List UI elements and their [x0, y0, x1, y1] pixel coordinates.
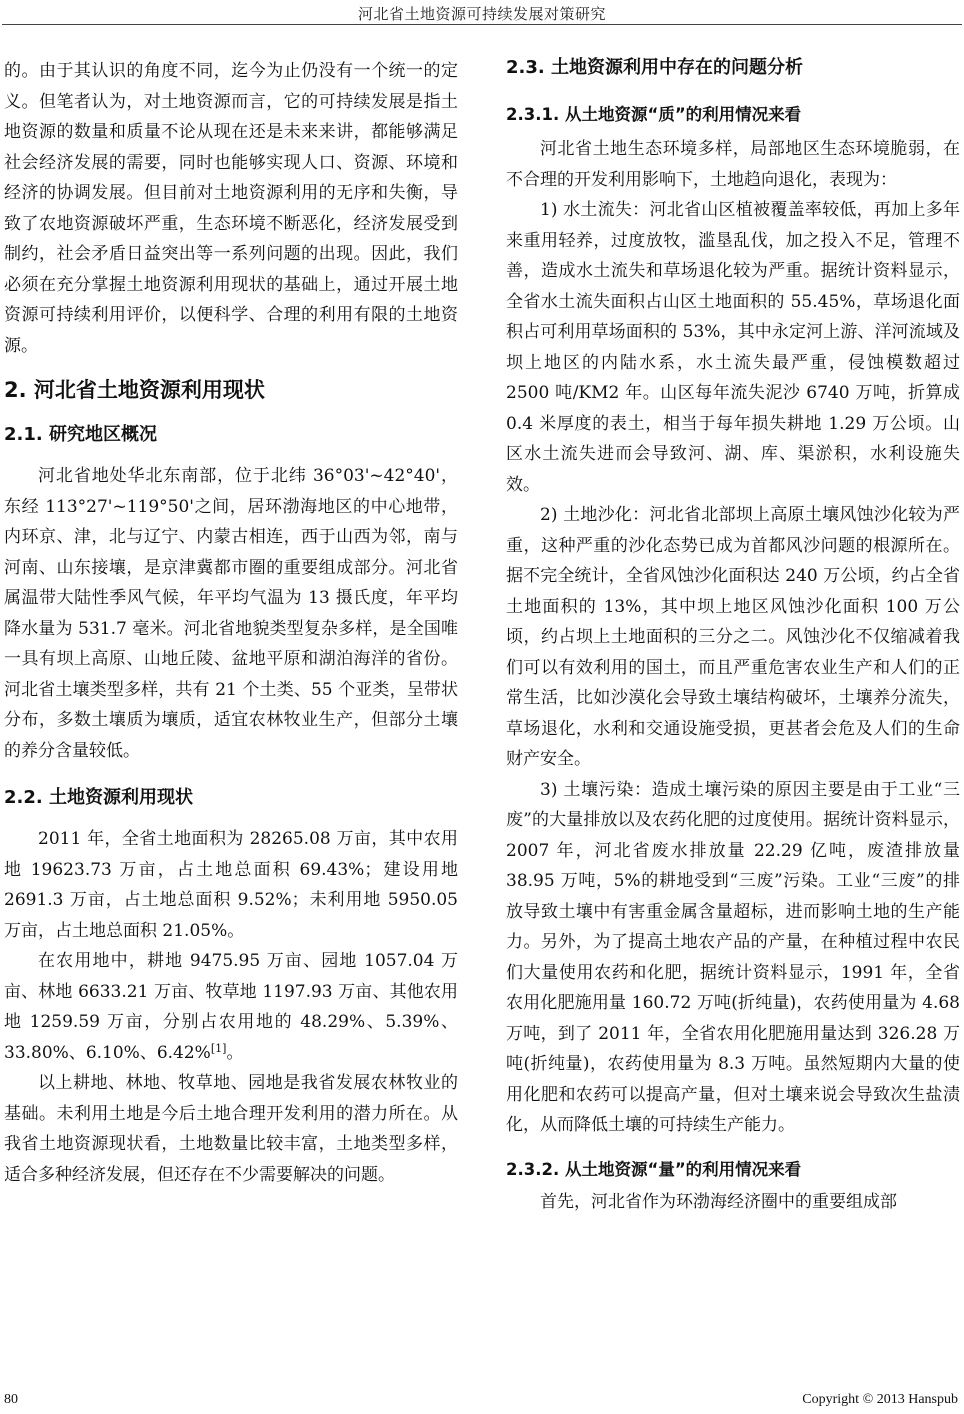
section-heading-2-3-1: 2.3.1. 从土地资源“质”的利用情况来看	[506, 105, 802, 124]
header-rule	[2, 24, 962, 25]
paragraph-study-area: 河北省地处华北东南部，位于北纬 36°03'~42°40'，东经 113°27'~119°50'之间，居环渤海地区的中心地带，内环京、津，北与辽宁、内蒙古相连，西于山西为邻，南与河南、山东接壤，是京津冀都市圈的重要组成部分。河北省属温带大陆性季风气候，年平均气温为 13 摄氏度，年平均降水量为 531.7 毫米。河北省地貌类型复杂多样，是全国唯一具有坝上高原、山地丘陵、盆地平原和湖泊海洋的省份。河北省土壤类型多样，共有 21 个土类、55 个亚类，呈带状分布，多数土壤质为壤质，适宜农林牧业生产，但部分土壤的养分含量较低。	[4, 466, 458, 761]
paragraph-desertification: 2) 土地沙化：河北省北部坝上高原土壤风蚀沙化较为严重，这种严重的沙化态势已成为首都风沙问题的根源所在。据不完全统计，全省风蚀沙化面积达 240 万公顷，约占全省土地面积的 13%，其中坝上地区风蚀沙化面积 100 万公顷，约占坝上土地面积的三分之二。风蚀沙化不仅缩减着我们可以有效利用的国土，而且严重危害农业生产和人们的正常生活，比如沙漠化会导致土壤结构破坏，土壤养分流失，草场退化，水利和交通设施受损，更甚者会危及人们的生命财产安全。	[506, 505, 960, 769]
page-number: 80	[4, 1392, 18, 1407]
left-column	[4, 56, 458, 1190]
paragraph-soil-erosion: 1) 水土流失：河北省山区植被覆盖率较低，再加上多年来重用轻养，过度放牧，滥垦乱伐，加之投入不足，管理不善，造成水土流失和草场退化较为严重。据统计资料显示，全省水土流失面积占山区土地面积的 55.45%，草场退化面积占可利用草场面积的 53%，其中永定河上游、洋河流域及坝上地区的内陆水系，水土流失最严重，侵蚀模数超过 2500 吨/KM2 年。山区每年流失泥沙 6740 万吨，折算成 0.4 米厚度的表土，相当于每年损失耕地 1.29 万公顷。山区水土流失进而会导致河、湖、库、渠淤积，水利设施失效。	[506, 200, 960, 495]
section-heading-2-3-2: 2.3.2. 从土地资源“量”的利用情况来看	[506, 1159, 802, 1179]
agricultural-land-text: 在农用地中，耕地 9475.95 万亩、园地 1057.04 万亩、林地 6633.21 万亩、牧草地 1197.93 万亩、其他农用地 1259.59 万亩，分别占农用地的 48.29%、5.39%、33.80%、6.10%、6.42%	[4, 951, 458, 1063]
paragraph-land-area: 2011 年，全省土地面积为 28265.08 万亩，其中农用地 19623.73 万亩，占土地总面积 69.43%；建设用地 2691.3 万亩，占土地总面积 9.52%；未利用地 5950.05 万亩，占土地总面积 21.05%。	[4, 829, 458, 941]
paragraph-agricultural-land	[4, 946, 458, 1068]
citation-ref[interactable]: [1]	[210, 1041, 227, 1055]
agricultural-land-end: 。	[226, 1042, 244, 1063]
paragraph-quality-intro: 河北省土地生态环境多样，局部地区生态环境脆弱，在不合理的开发利用影响下，土地趋向退化，表现为：	[506, 139, 960, 190]
right-column	[506, 56, 960, 1217]
running-head: 河北省土地资源可持续发展对策研究	[357, 5, 606, 23]
section-heading-2-1: 2.1. 研究地区概况	[4, 424, 157, 445]
paragraph-quantity-intro: 首先，河北省作为环渤海经济圈中的重要组成部	[540, 1191, 897, 1212]
section-heading-2-2: 2.2. 土地资源利用现状	[4, 787, 193, 808]
copyright-notice: Copyright © 2013 Hanspub	[802, 1392, 958, 1407]
paragraph-continued: 的。由于其认识的角度不同，迄今为止仍没有一个统一的定义。但笔者认为，对土地资源而言，它的可持续发展是指土地资源的数量和质量不论从现在还是未来来讲，都能够满足社会经济发展的需要，同时也能够实现人口、资源、环境和经济的协调发展。但目前对土地资源利用的无序和失衡，导致了农地资源破坏严重，生态环境不断恶化，经济发展受到制约，社会矛盾日益突出等一系列问题的出现。因此，我们必须在充分掌握土地资源利用现状的基础上，通过开展土地资源可持续利用评价，以便科学、合理的利用有限的土地资源。	[4, 61, 458, 356]
section-heading-2: 2. 河北省土地资源利用现状	[4, 378, 265, 402]
section-heading-2-3: 2.3. 土地资源利用中存在的问题分析	[506, 57, 803, 78]
paragraph-land-basis: 以上耕地、林地、牧草地、园地是我省发展农林牧业的基础。未利用土地是今后土地合理开发利用的潜力所在。从我省土地资源现状看，土地数量比较丰富，土地类型多样，适合多种经济发展，但还存在不少需要解决的问题。	[4, 1073, 458, 1185]
paragraph-soil-pollution: 3) 土壤污染：造成土壤污染的原因主要是由于工业“三废”的大量排放以及农药化肥的过度使用。据统计资料显示，2007 年，河北省废水排放量 22.29 亿吨，废渣排放量 38.95 万吨，5%的耕地受到“三废”污染。工业“三废”的排放导致土壤中有害重金属含量超标，进而影响土地的生产能力。另外，为了提高土地农产品的产量，在种植过程中农民们大量使用农药和化肥，据统计资料显示，1991 年，全省农用化肥施用量 160.72 万吨(折纯量)，农药使用量为 4.68 万吨，到了 2011 年，全省农用化肥施用量达到 326.28 万吨(折纯量)，农药使用量为 8.3 万吨。虽然短期内大量的使用化肥和农药可以提高产量，但对土壤来说会导致次生盐渍化，从而降低土壤的可持续生产能力。	[506, 779, 960, 1135]
